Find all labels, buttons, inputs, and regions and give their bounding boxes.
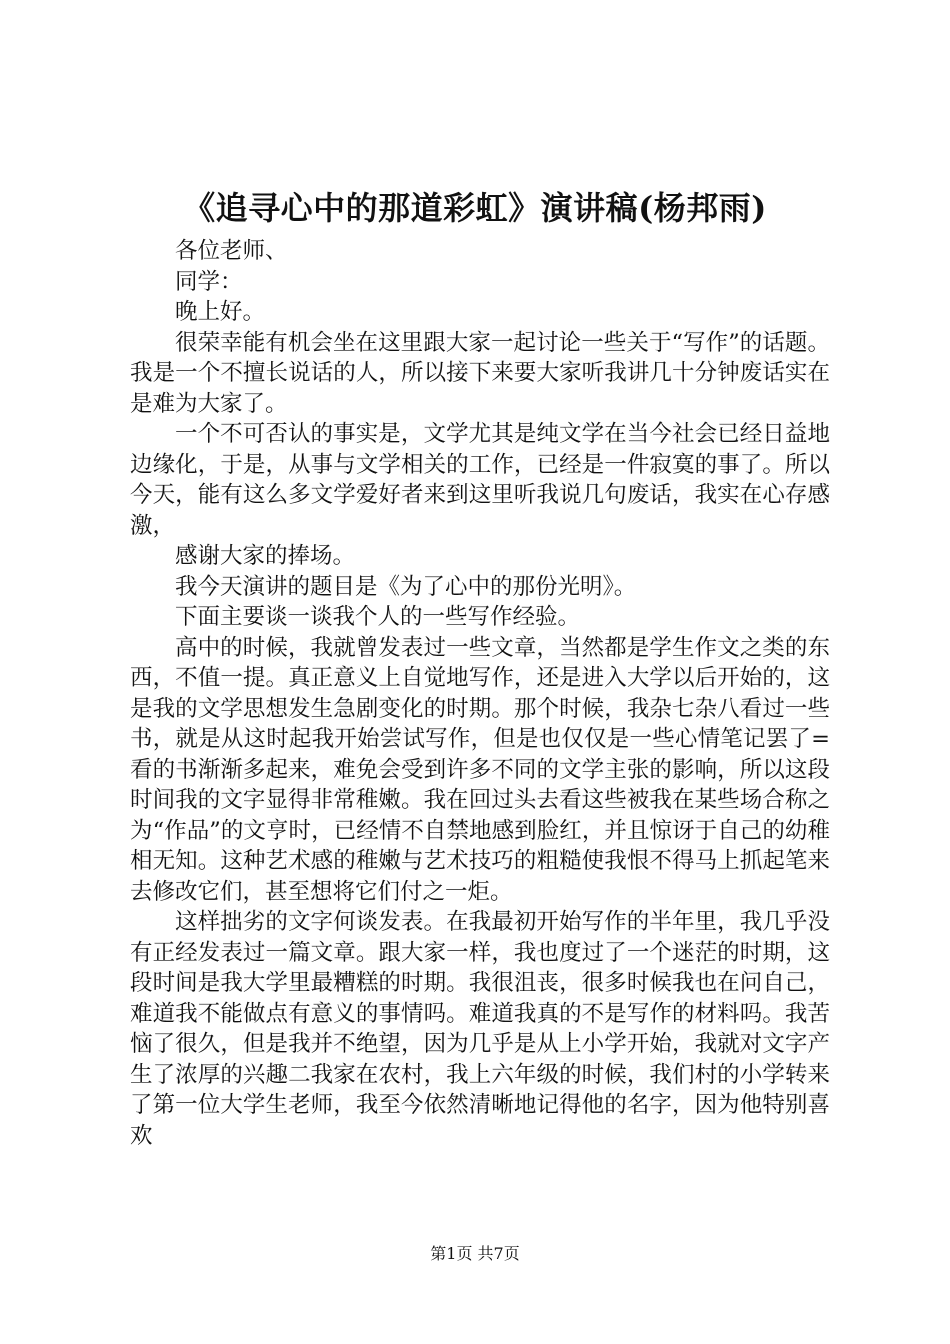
paragraph: 各位老师、 (175, 238, 288, 264)
paragraph: 同学： (175, 268, 243, 295)
paragraph: 一个不可否认的事实是，文学尤其是纯文学在当今社会已经日益地边缘化，于是，从事与文学相关的工作，已经是一件寂寞的事了。所以今天，能有这么多文学爱好者来到这里听我说几句废话，我实在心存感激， (130, 421, 830, 539)
paragraph: 下面主要谈一谈我个人的一些写作经验。 (175, 604, 581, 630)
page-number-footer: 第1页 共7页 (430, 1244, 520, 1263)
paragraph: 这样拙劣的文字何谈发表。在我最初开始写作的半年里，我几乎没有正经发表过一篇文章。跟大家一样，我也度过了一个迷茫的时期，这段时间是我大学里最糟糕的时期。我很沮丧，很多时候我也在问自己，难道我不能做点有意义的事情吗。难道我真的不是写作的材料吗。我苦恼了很久，但是我并不绝望，因为几乎是从上小学开始，我就对文字产生了浓厚的兴趣二我家在农村，我上六年级的时候，我们村的小学转来了第一位大学生老师，我至今依然清晰地记得他的名字，因为他特别喜欢 (130, 909, 830, 1149)
paragraph: 我今天演讲的题目是《为了心中的那份光明》。 (175, 573, 637, 600)
paragraph: 很荣幸能有机会坐在这里跟大家一起讨论一些关于“写作”的话题。我是一个不擅长说话的人，所以接下来要大家听我讲几十分钟废话实在是难为大家了。 (130, 329, 830, 417)
paragraph: 高中的时候，我就曾发表过一些文章，当然都是学生作文之类的东西，不值一提。真正意义上自觉地写作，还是进入大学以后开始的，这是我的文学思想发生急剧变化的时期。那个时候，我杂七杂八看过一些书，就是从这时起我开始尝试写作，但是也仅仅是一些心情笔记罢了=看的书渐渐多起来，难免会受到许多不同的文学主张的影响，所以这段时间我的文字显得非常稚嫩。我在回过头去看这些被我在某些场合称之为“作品”的文亨时，已经情不自禁地感到脸红，并且惊讶于自己的幼稚相无知。这种艺术感的稚嫩与艺术技巧的粗糙使我恨不得马上抓起笔来去修改它们，甚至想将它们付之一炬。 (130, 634, 830, 905)
paragraph: 晚上好。 (175, 299, 266, 325)
document-body (130, 236, 830, 1151)
paragraph: 感谢大家的捧场。 (175, 543, 356, 569)
document-title: 《追寻心中的那道彩虹》演讲稿(杨邦雨) (183, 189, 767, 227)
